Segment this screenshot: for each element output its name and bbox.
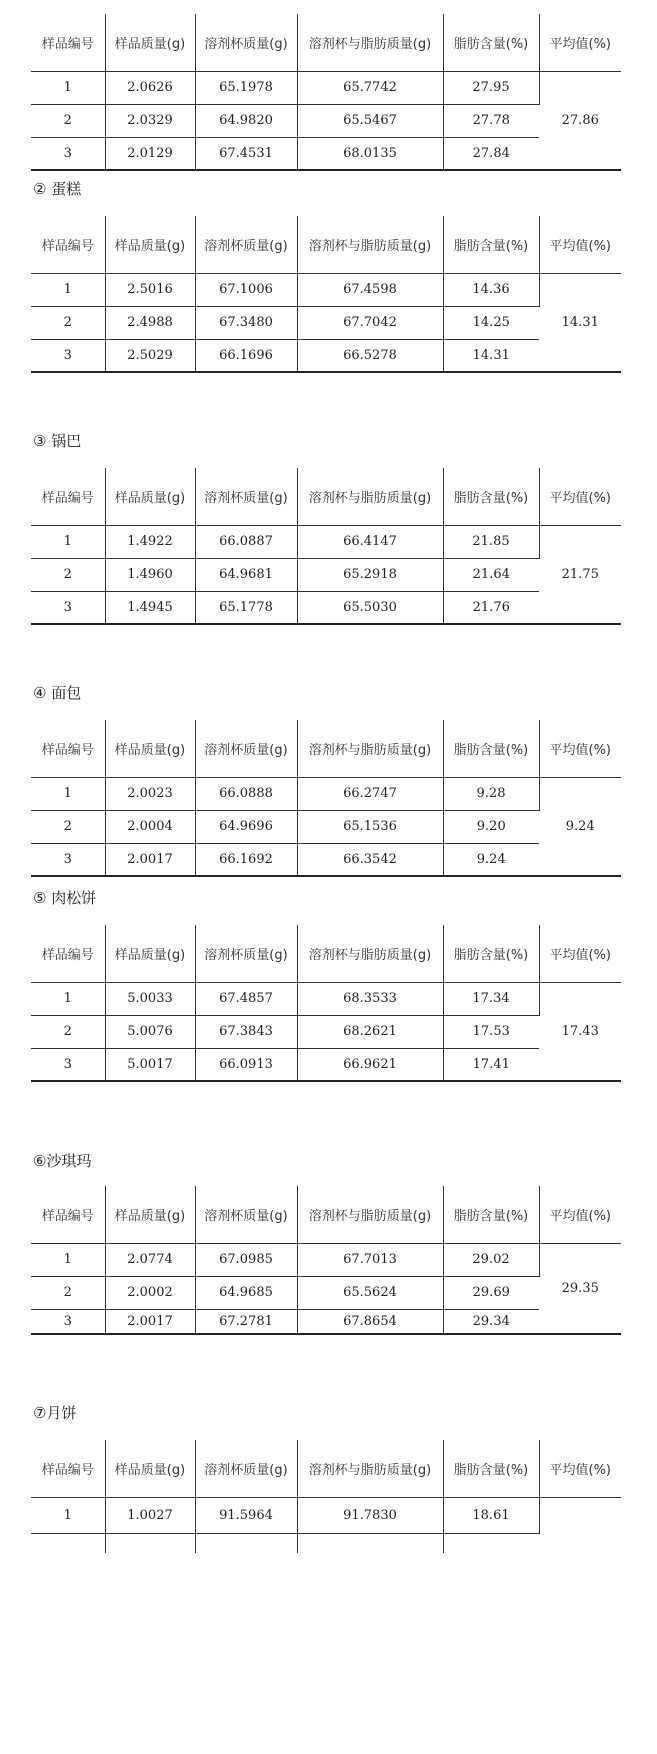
table-cell: 66.3542	[297, 843, 443, 876]
table-cell: 65.5030	[297, 591, 443, 624]
column-header: 溶剂杯质量(g)	[195, 720, 297, 777]
column-header: 脂肪含量(%)	[443, 925, 539, 982]
table-cell: 2.0017	[105, 843, 195, 876]
data-table	[31, 1440, 621, 1553]
table-cell: 2	[31, 104, 105, 137]
table-cell: 67.3480	[195, 306, 297, 339]
section-caption: ④ 面包	[33, 684, 82, 702]
column-header: 样品质量(g)	[105, 1440, 195, 1497]
table-row	[31, 1497, 621, 1533]
column-header: 样品质量(g)	[105, 1186, 195, 1243]
table-cell: 65.1536	[297, 810, 443, 843]
column-header: 样品质量(g)	[105, 925, 195, 982]
column-header: 样品编号	[31, 720, 105, 777]
table-cell: 2.0017	[105, 1309, 195, 1334]
column-header: 样品编号	[31, 1440, 105, 1497]
table-cell: 27.95	[443, 71, 539, 104]
table-cell: 2	[31, 558, 105, 591]
average-cell: 21.75	[539, 525, 621, 624]
table-cell: 65.7742	[297, 71, 443, 104]
column-header: 脂肪含量(%)	[443, 14, 539, 71]
table-cell: 67.7042	[297, 306, 443, 339]
table-cell: 66.9621	[297, 1048, 443, 1081]
table-cell: 5.0076	[105, 1015, 195, 1048]
table-cell	[31, 1533, 105, 1553]
table-cell: 66.0887	[195, 525, 297, 558]
table-cell: 68.3533	[297, 982, 443, 1015]
table-cell: 5.0017	[105, 1048, 195, 1081]
table-cell: 21.85	[443, 525, 539, 558]
table-cell: 3	[31, 339, 105, 372]
column-header: 平均值(%)	[539, 1440, 621, 1497]
table-cell: 67.2781	[195, 1309, 297, 1334]
table-cell: 67.8654	[297, 1309, 443, 1334]
table-cell: 2.0129	[105, 137, 195, 170]
table-cell: 9.24	[443, 843, 539, 876]
table-cell: 1	[31, 273, 105, 306]
average-cell: 29.35	[539, 1243, 621, 1334]
table-cell: 66.0913	[195, 1048, 297, 1081]
section-caption: ⑤ 肉松饼	[33, 889, 97, 907]
column-header: 溶剂杯与脂肪质量(g)	[297, 1440, 443, 1497]
column-header: 平均值(%)	[539, 720, 621, 777]
column-header: 溶剂杯与脂肪质量(g)	[297, 468, 443, 525]
table-cell: 27.78	[443, 104, 539, 137]
average-cell	[539, 1497, 621, 1553]
column-header: 平均值(%)	[539, 1186, 621, 1243]
column-header: 样品质量(g)	[105, 14, 195, 71]
table-cell: 1	[31, 1497, 105, 1533]
column-header: 样品质量(g)	[105, 720, 195, 777]
table-cell: 67.0985	[195, 1243, 297, 1276]
table-cell: 91.5964	[195, 1497, 297, 1533]
table-cell: 2.0023	[105, 777, 195, 810]
table-cell: 1.4960	[105, 558, 195, 591]
table-cell: 9.28	[443, 777, 539, 810]
table-cell: 91.7830	[297, 1497, 443, 1533]
section-caption: ⑥沙琪玛	[33, 1152, 92, 1170]
table-cell: 2.0004	[105, 810, 195, 843]
table-cell: 3	[31, 843, 105, 876]
table-cell	[443, 1533, 539, 1553]
table-cell: 2.4988	[105, 306, 195, 339]
table-cell: 64.9681	[195, 558, 297, 591]
table-cell: 66.2747	[297, 777, 443, 810]
column-header: 样品编号	[31, 468, 105, 525]
table-cell: 29.02	[443, 1243, 539, 1276]
column-header: 平均值(%)	[539, 216, 621, 273]
table-cell: 1.4922	[105, 525, 195, 558]
table-cell: 17.41	[443, 1048, 539, 1081]
column-header: 溶剂杯质量(g)	[195, 216, 297, 273]
section-caption: ② 蛋糕	[33, 180, 82, 198]
table-cell: 66.4147	[297, 525, 443, 558]
column-header: 样品编号	[31, 925, 105, 982]
table-cell: 67.4531	[195, 137, 297, 170]
table-cell: 65.5467	[297, 104, 443, 137]
table-cell: 68.2621	[297, 1015, 443, 1048]
table-cell: 2.0626	[105, 71, 195, 104]
table-cell: 5.0033	[105, 982, 195, 1015]
column-header: 样品质量(g)	[105, 216, 195, 273]
table-cell: 1.0027	[105, 1497, 195, 1533]
table-cell: 67.1006	[195, 273, 297, 306]
column-header: 溶剂杯质量(g)	[195, 1186, 297, 1243]
column-header: 脂肪含量(%)	[443, 216, 539, 273]
average-cell: 17.43	[539, 982, 621, 1081]
table-cell: 27.84	[443, 137, 539, 170]
column-header: 溶剂杯质量(g)	[195, 14, 297, 71]
column-header: 样品编号	[31, 216, 105, 273]
table-cell: 1	[31, 1243, 105, 1276]
column-header: 平均值(%)	[539, 925, 621, 982]
table-cell: 64.9685	[195, 1276, 297, 1309]
table-cell: 2	[31, 1015, 105, 1048]
column-header: 样品质量(g)	[105, 468, 195, 525]
table-cell: 2.0774	[105, 1243, 195, 1276]
table-cell: 9.20	[443, 810, 539, 843]
table-cell: 3	[31, 1048, 105, 1081]
table-cell: 67.7013	[297, 1243, 443, 1276]
table-cell: 29.34	[443, 1309, 539, 1334]
table-cell: 3	[31, 137, 105, 170]
table-cell: 29.69	[443, 1276, 539, 1309]
table-cell: 65.2918	[297, 558, 443, 591]
column-header: 溶剂杯质量(g)	[195, 925, 297, 982]
column-header: 溶剂杯与脂肪质量(g)	[297, 720, 443, 777]
table-cell: 21.76	[443, 591, 539, 624]
table-cell: 2	[31, 1276, 105, 1309]
table-cell: 68.0135	[297, 137, 443, 170]
table-cell: 67.4598	[297, 273, 443, 306]
table-cell: 1	[31, 777, 105, 810]
table-cell: 3	[31, 1309, 105, 1334]
table-cell: 2.5029	[105, 339, 195, 372]
section-caption: ⑦月饼	[33, 1404, 77, 1422]
table-cell	[297, 1533, 443, 1553]
table-row-cutoff	[31, 1533, 621, 1553]
column-header: 脂肪含量(%)	[443, 1440, 539, 1497]
table-cell: 66.5278	[297, 339, 443, 372]
average-cell: 14.31	[539, 273, 621, 372]
table-cell: 66.1692	[195, 843, 297, 876]
table-cell: 66.1696	[195, 339, 297, 372]
table-cell: 64.9696	[195, 810, 297, 843]
table-cell: 66.0888	[195, 777, 297, 810]
column-header: 溶剂杯与脂肪质量(g)	[297, 216, 443, 273]
table-cell: 17.34	[443, 982, 539, 1015]
column-header: 溶剂杯与脂肪质量(g)	[297, 925, 443, 982]
average-cell: 27.86	[539, 71, 621, 170]
table-cell	[105, 1533, 195, 1553]
column-header: 脂肪含量(%)	[443, 1186, 539, 1243]
table-cell: 2.0329	[105, 104, 195, 137]
table-cell: 1	[31, 525, 105, 558]
table-cell: 18.61	[443, 1497, 539, 1533]
table-cell: 67.4857	[195, 982, 297, 1015]
table-cell: 65.1778	[195, 591, 297, 624]
table-cell: 21.64	[443, 558, 539, 591]
table-cell: 14.25	[443, 306, 539, 339]
table-cell: 1.4945	[105, 591, 195, 624]
table-cell: 64.9820	[195, 104, 297, 137]
table-cell: 14.36	[443, 273, 539, 306]
table-cell: 65.5624	[297, 1276, 443, 1309]
table-cell: 3	[31, 591, 105, 624]
column-header: 样品编号	[31, 1186, 105, 1243]
column-header: 脂肪含量(%)	[443, 720, 539, 777]
section-caption: ③ 锅巴	[33, 432, 82, 450]
column-header: 平均值(%)	[539, 14, 621, 71]
table-cell	[195, 1533, 297, 1553]
table-cell: 2.5016	[105, 273, 195, 306]
table-cell: 2	[31, 306, 105, 339]
column-header: 样品编号	[31, 14, 105, 71]
table-cell: 67.3843	[195, 1015, 297, 1048]
table-cell: 17.53	[443, 1015, 539, 1048]
table-cell: 2.0002	[105, 1276, 195, 1309]
column-header: 脂肪含量(%)	[443, 468, 539, 525]
table-header-row	[31, 1440, 621, 1497]
column-header: 溶剂杯与脂肪质量(g)	[297, 14, 443, 71]
column-header: 溶剂杯与脂肪质量(g)	[297, 1186, 443, 1243]
table-cell: 2	[31, 810, 105, 843]
column-header: 溶剂杯质量(g)	[195, 1440, 297, 1497]
table-cell: 14.31	[443, 339, 539, 372]
table-cell: 1	[31, 982, 105, 1015]
table-cell: 1	[31, 71, 105, 104]
column-header: 平均值(%)	[539, 468, 621, 525]
table-cell: 65.1978	[195, 71, 297, 104]
column-header: 溶剂杯质量(g)	[195, 468, 297, 525]
average-cell: 9.24	[539, 777, 621, 876]
